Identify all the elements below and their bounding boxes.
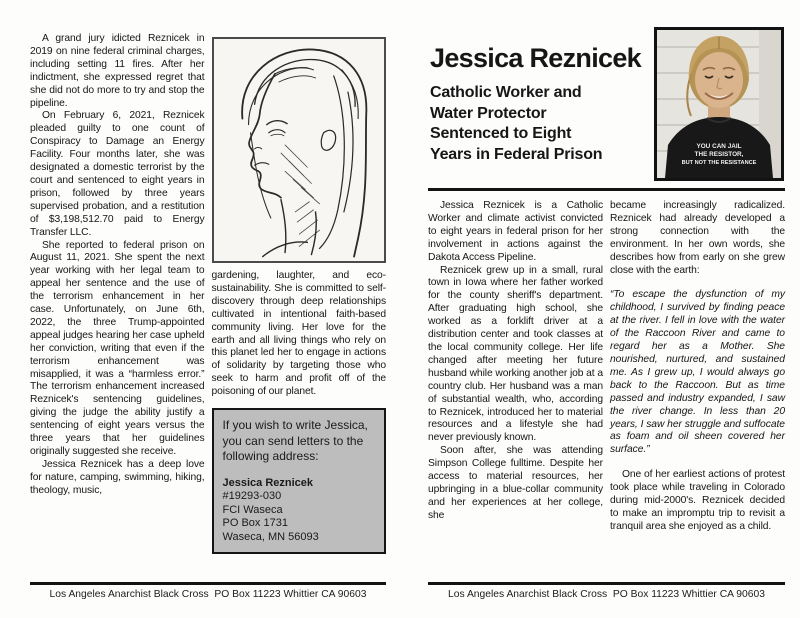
page-subtitle-line: Years in Federal Prison (430, 145, 603, 163)
mailing-address (223, 477, 376, 545)
left-page-columns (30, 0, 386, 554)
address-line: PO Box 1731 (222, 517, 288, 530)
shirt-text-line: THE RESISTOR, (694, 151, 744, 158)
shirt-text-line: BUT NOT THE RESISTANCE (681, 160, 757, 166)
write-box-intro: If you wish to write Jessica, you can send letters to the following address: (222, 418, 368, 464)
right-column-2 (610, 200, 785, 534)
right-page (428, 0, 785, 618)
paragraph: A grand jury idicted Reznicek in 2019 on nine federal criminal charges, including setting 11 fires. After her indictment, she expressed regret that she did not do more to try and stop the pipeline. (30, 33, 205, 109)
portrait-illustration (212, 37, 387, 263)
right-page-header (428, 0, 785, 188)
footer-text: Los Angeles Anarchist Black Cross PO Box 11223 Whittier CA 90603 (448, 589, 765, 600)
prisoner-photo-svg (657, 30, 781, 178)
write-address-box (212, 408, 387, 553)
right-page-columns (428, 200, 785, 534)
title-block (430, 44, 648, 165)
page-subtitle-line: Water Protector (430, 104, 547, 122)
address-name: Jessica Reznicek (222, 476, 314, 489)
left-page (30, 0, 386, 618)
page-subtitle-line: Catholic Worker and (430, 84, 582, 101)
left-page-footer (30, 582, 386, 601)
left-column-1 (30, 33, 205, 554)
paragraph: Jessica Reznicek is a Catholic Worker and climate activist convicted to eight years in federal prison for her involvement in actions against the Dakota Access Pipeline. (428, 200, 603, 263)
address-line: FCI Waseca (222, 503, 283, 516)
footer-rule (30, 582, 386, 585)
page-title: Jessica Reznicek (430, 43, 641, 73)
footer-text: Los Angeles Anarchist Black Cross PO Box 11223 Whittier CA 90603 (49, 589, 367, 600)
paragraph: One of her earliest actions of protest took place while traveling in Colorado during mid-2000's. Reznicek decided to make an impromptu trip to revisit a tranquil area she enjoyed as a child. (610, 469, 785, 532)
paragraph: became increasingly radicalized. Reznicek had already developed a strong connection with the environment. In her own words, she describes how from early on she grew close with the earth: (610, 200, 785, 276)
paragraph: Reznicek grew up in a small, rural town in Iowa where her father worked for the county sheriff's department. After graduating high school, she worked as a forklift driver at a distribution center and took classes at the local community college. Her life changed after meeting her future husband while working another job at a country club. Her husband was a man of substantial wealth, who, according to Reznicek, introduced her to material resources and a lifestyle she had never previously known. (428, 264, 603, 444)
paragraph: Jessica Reznicek has a deep love for nature, camping, swimming, hiking, theology, music, (30, 458, 205, 496)
left-column-2 (212, 33, 387, 554)
paragraph: Soon after, she was attending Simpson College fulltime. Despite her access to material resources, her upbringing in a blue-collar community and her experiences at her college, she (428, 445, 603, 521)
paragraph: On February 6, 2021, Reznicek pleaded guilty to one count of Conspiracy to Damage an Energy Facility. Four months later, she was designated a domestic terrorist by the court and sentenced to eight years in prison, followed by three years supervised probation, and a restitution of $3,198,512.70 paid to Energy Transfer LLC. (30, 110, 205, 238)
paragraph: gardening, laughter, and eco-sustainability. She is committed to self-discovery through deep relationships cultivated in intentional faith-based community living. Her love for the earth and all living things who rely on this planet led her to engage in actions of solidarity by targeting those who seek to harm and profit off of the poisoning of our planet. (211, 270, 386, 398)
footer-rule (428, 582, 785, 585)
divider-rule (428, 188, 785, 191)
page-subtitle-line: Sentenced to Eight (430, 125, 572, 142)
page-subtitle (430, 83, 648, 165)
paragraph: She reported to federal prison on August 11, 2021. She spent the next year working with her legal team to appeal her sentence and the use of the terrorism enhancement in her case. Unfortunately, on June 6th, 2022, the three Trump-appointed appeal judges hearing her case upheld her conviction, writing that even if the terrorism enhancement was misapplied, it was a “harmless error.” The terrorism enhancement increased Reznicek's sentencing guidelines, giving the judge the ability justify a sentencing of eight years versus the three years that her guidelines originally suggested she receive. (30, 239, 205, 457)
address-line: Waseca, MN 56093 (222, 530, 319, 543)
address-line: #19293-030 (222, 490, 282, 503)
right-page-footer (428, 582, 785, 601)
shirt-text-line: YOU CAN JAIL (696, 143, 742, 150)
block-quote: “To escape the dysfunction of my childhood, I survived by finding peace at the river. I fell in love with the water of the Raccoon River and came to regard her as a Mother. She nourished, nurtured, and sustained me. As I grew up, I would always go back to the Raccoon. But as time passed and industry expanded, I saw the river change. In less than 20 years, I saw her struggle and suffocate as foam and oil sheen covered her surface.” (610, 289, 785, 456)
prisoner-photo (654, 27, 784, 181)
right-column-1 (428, 200, 603, 534)
portrait-sketch-svg (214, 39, 385, 261)
